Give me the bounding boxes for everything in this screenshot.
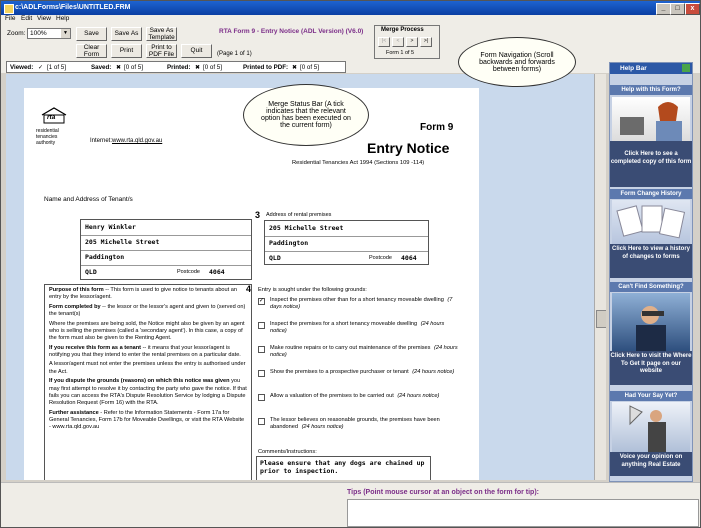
where-to-get-it-link[interactable]: Click Here to visit the Where To Get It page on our website (610, 351, 692, 385)
premises-address-field[interactable] (264, 220, 429, 265)
completed-form-link[interactable]: Click Here to see a completed copy of this form (610, 141, 692, 187)
ground-option (256, 369, 466, 391)
maximize-button[interactable]: □ (670, 3, 685, 15)
ground-checkbox[interactable] (258, 322, 265, 329)
info-paragraph-text: A lessor/agent must not enter the premises unless the entry is authorised under the Act. (49, 361, 246, 375)
ground-checkbox[interactable] (258, 394, 265, 401)
tips-bar (1, 482, 700, 527)
info-paragraph (49, 304, 247, 319)
tenant-street: 205 Michelle Street (85, 238, 160, 246)
chevron-down-icon: ▼ (61, 29, 70, 38)
help-bar-title: Help Bar (620, 65, 647, 72)
info-paragraph-heading: Purpose of this form (49, 287, 104, 293)
first-form-button[interactable]: |< (378, 37, 390, 47)
info-paragraph-text: -- the lessor or the lessor's agent and given to (served on) the tenant(s) (49, 303, 246, 318)
help-bar-pin-icon[interactable] (682, 64, 690, 72)
tenant-state: QLD (85, 268, 97, 276)
info-paragraph-text: Where the premises are being sold, the Notice might also be given by an agent who is selling the premises (called a 'secondary agent'). In this case, a copy of the form must also be given to the Renting Agent. (49, 320, 245, 342)
viewed-count: [1 of 5] (47, 64, 66, 71)
save-as-button[interactable]: Save As (111, 27, 142, 41)
logo-caption: residential tenancies authority (36, 128, 59, 146)
save-button[interactable]: Save (76, 27, 107, 41)
info-paragraph (49, 345, 247, 360)
ground-text (270, 369, 460, 376)
print-button[interactable]: Print (111, 44, 142, 58)
ground-option (256, 297, 466, 319)
info-paragraph-heading: If you receive this form as a tenant (49, 344, 142, 351)
comments-field[interactable]: Please ensure that any dogs are chained up prior to inspection. (256, 456, 431, 480)
ground-text (270, 393, 460, 400)
ground-text (270, 417, 460, 432)
ground-checkbox[interactable] (258, 370, 265, 377)
form-page (24, 88, 479, 480)
premises-postcode: 4064 (401, 254, 417, 262)
printed-label: Printed: (167, 64, 191, 71)
ground-notice-period: (24 hours notice) (412, 369, 455, 375)
info-paragraph-text: -- it means that your lessor/agent is notifying you that they intend to enter the rental premises on a particular date. (49, 344, 241, 358)
viewed-label: Viewed: (10, 64, 34, 71)
ground-option (256, 393, 466, 415)
documents-image[interactable] (612, 200, 690, 244)
clear-form-button[interactable]: Clear Form (76, 44, 107, 58)
merge-process-panel (374, 25, 440, 59)
help-section-3-header: Can't Find Something? (610, 282, 692, 292)
ground-checkbox[interactable] (258, 418, 265, 425)
act-reference: Residential Tenancies Act 1994 (Sections 109 -114) (292, 160, 425, 166)
scrollbar-thumb[interactable] (596, 310, 606, 328)
help-section-1-header: Help with this Form? (610, 85, 692, 95)
viewed-tick-icon: ✓ (38, 64, 44, 71)
printed-cross-icon: ✖ (195, 64, 201, 71)
ground-option (256, 321, 466, 343)
change-history-link[interactable]: Click Here to view a history of changes to forms (610, 244, 692, 278)
man-looking-image[interactable] (612, 293, 690, 351)
info-paragraph-heading: If you dispute the grounds (reasons) on which this notice was given (49, 378, 230, 385)
section-4-number: 4 (246, 284, 252, 294)
title-bar (1, 1, 700, 15)
menu-view[interactable]: View (37, 15, 51, 22)
info-paragraph-text: you may first attempt to resolve it by contacting the party who gave the notice. If that fails you can access the RTA's Dispute Resolution Service by lodging a Dispute Resolution Request (Form 16) with the RTA. (49, 378, 247, 407)
zoom-label: Zoom: (7, 30, 26, 37)
form-navigation-callout: Form Navigation (Scroll backwards and forwards between forms) (458, 37, 576, 87)
ground-text (270, 321, 460, 336)
page-info: (Page 1 of 1) (217, 51, 252, 57)
print-to-pdf-button[interactable]: Print to PDF File (146, 44, 177, 58)
save-as-template-button[interactable]: Save As Template (146, 27, 177, 41)
next-form-button[interactable]: > (406, 37, 418, 47)
tenant-section-label: Name and Address of Tenant/s (44, 196, 133, 203)
menu-file[interactable]: File (5, 15, 16, 22)
ground-checkbox[interactable] (258, 346, 265, 353)
menu-help[interactable]: Help (56, 15, 70, 22)
zoom-select[interactable] (27, 28, 71, 39)
info-paragraph (49, 410, 247, 432)
tenant-postcode: 4064 (209, 268, 225, 276)
comments-label: Comments/Instructions: (258, 449, 317, 455)
pdf-label: Printed to PDF: (243, 64, 289, 71)
info-paragraph (49, 378, 247, 408)
printed-count: [0 of 5] (203, 64, 222, 71)
help-bar-header (610, 63, 692, 74)
info-paragraph-heading: Further assistance (49, 409, 99, 416)
ground-notice-period: (24 hours notice) (397, 393, 440, 399)
ground-text (270, 297, 460, 312)
pdf-cross-icon: ✖ (292, 64, 298, 71)
info-paragraph (49, 321, 247, 343)
info-paragraph-text: -- This form is used to give notice to tenants about an entry by the lessor/agent. (49, 287, 237, 301)
information-panel (44, 284, 252, 480)
premises-postcode-label: Postcode (369, 255, 392, 261)
minimize-button[interactable]: _ (656, 3, 671, 15)
info-paragraph (49, 287, 247, 302)
ground-description: Show the premises to a prospective purchaser or tenant (270, 369, 409, 375)
ground-notice-period: (24 hours notice) (270, 321, 445, 335)
tips-label: Tips (Point mouse cursor at an object on the form for tip): (347, 489, 539, 496)
close-button[interactable]: x (685, 3, 700, 15)
ground-notice-period: (24 hours notice) (301, 424, 344, 431)
rta-website-link[interactable]: www.rta.qld.gov.au (112, 138, 163, 144)
form-number: Form 9 (420, 122, 454, 133)
last-form-button[interactable]: >| (420, 37, 432, 47)
ground-description: Inspect the premises for a short tenancy moveable dwelling (270, 321, 418, 327)
ground-description: The lessor believes on reasonable grounds, the premises have been abandoned (270, 417, 440, 431)
premises-suburb: Paddington (269, 239, 309, 247)
zoom-value: 100% (30, 30, 47, 37)
premises-state: QLD (269, 254, 281, 262)
ground-text (270, 345, 460, 360)
info-paragraph (49, 361, 247, 376)
vertical-scrollbar[interactable] (594, 74, 606, 480)
voice-opinion-link[interactable]: Voice your opinion on anything Real Estate (610, 452, 692, 476)
ground-description: Make routine repairs or to carry out maintenance of the premises (270, 345, 431, 351)
quit-button[interactable]: Quit (181, 44, 212, 58)
form-count: Form 1 of 5 (386, 50, 415, 56)
grounds-list (256, 297, 466, 447)
menu-bar (1, 15, 700, 25)
saved-cross-icon: ✖ (116, 64, 122, 71)
tenant-suburb: Paddington (85, 253, 125, 261)
ground-checkbox[interactable]: ✓ (259, 298, 265, 304)
tenant-postcode-label: Postcode (177, 269, 200, 275)
info-paragraph-text: - Refer to the Information Statements - Form 17a for General Tenancies, Form 17b for Moveable Dwellings, or visit the RTA Website - www.rta.qld.gov.au (49, 409, 245, 431)
megaphone-image[interactable] (612, 402, 690, 452)
help-section-2-header: Form Change History (610, 189, 692, 199)
merge-status-bar (6, 61, 346, 73)
section-3-number: 3 (255, 210, 261, 220)
internet-label: Internet: (90, 138, 113, 144)
rta-logo (40, 106, 68, 124)
woman-at-computer-image[interactable] (612, 97, 690, 141)
help-section-4-header: Had Your Say Yet? (610, 391, 692, 401)
saved-label: Saved: (91, 64, 112, 71)
tips-text-area (347, 499, 699, 527)
merge-process-title: Merge Process (381, 27, 424, 33)
help-bar (609, 62, 693, 482)
ground-notice-period: (7 days notice) (270, 297, 453, 311)
pdf-count: [0 of 5] (300, 64, 319, 71)
information-list (49, 287, 247, 432)
ground-description: Allow a valuation of the premises to be carried out (270, 393, 394, 399)
ground-option (256, 345, 466, 367)
tenant-name: Henry Winkler (85, 223, 136, 231)
section-3-label: Address of rental premises (266, 212, 332, 218)
form-title: RTA Form 9 - Entry Notice (ADL Version) (V6.0) (219, 28, 364, 35)
section-4-label: Entry is sought under the following grounds: (258, 287, 367, 293)
tenant-name-address-field[interactable] (80, 219, 252, 280)
ground-description: Inspect the premises other than for a short tenancy moveable dwelling (270, 297, 444, 303)
logo-text: rta (47, 114, 56, 121)
window-title: c:\ADLForms\Files\UNTITLED.FRM (15, 4, 131, 11)
merge-status-callout: Merge Status Bar (A tick indicates that the relevant option has been executed on the current form) (243, 84, 369, 146)
menu-edit[interactable]: Edit (21, 15, 33, 22)
saved-count: [0 of 5] (124, 64, 143, 71)
app-icon (4, 4, 14, 14)
previous-form-button[interactable]: < (392, 37, 404, 47)
ground-notice-period: (24 hours notice) (270, 345, 458, 359)
info-paragraph-heading: Form completed by (49, 303, 101, 310)
ground-option (256, 417, 466, 439)
form-heading: Entry Notice (367, 140, 450, 156)
premises-street: 205 Michelle Street (269, 224, 344, 232)
